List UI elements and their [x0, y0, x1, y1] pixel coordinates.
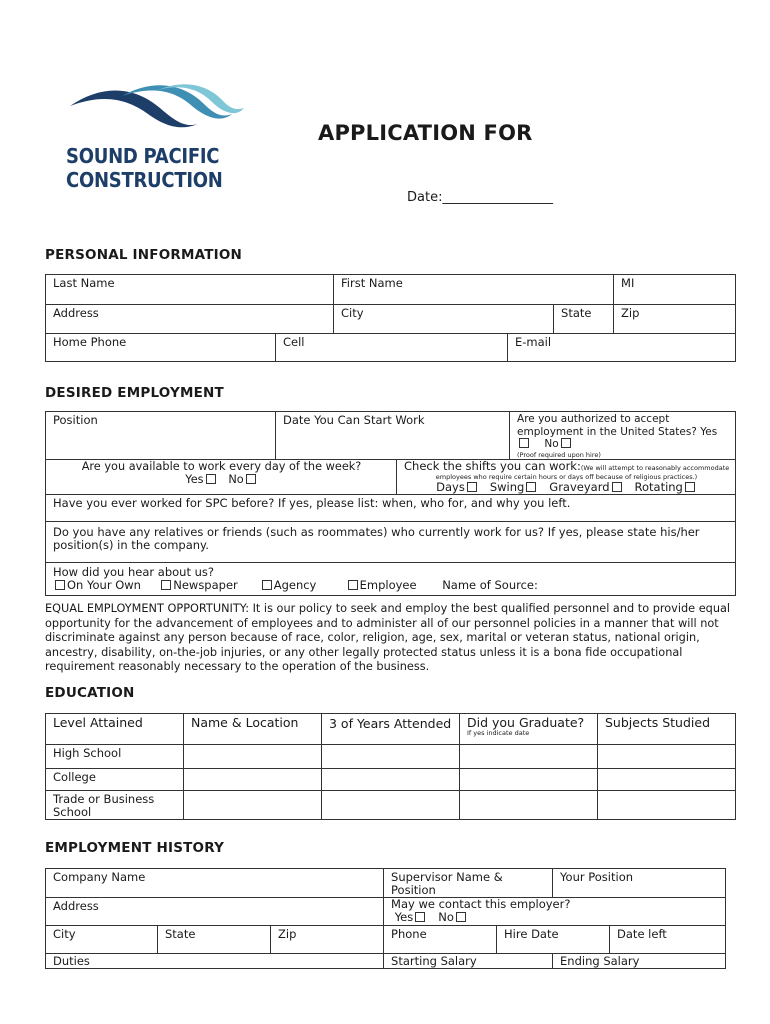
logo-wordmark [66, 144, 223, 192]
contact-employer-text: May we contact this employer? [391, 897, 571, 911]
date-left-field[interactable]: Date left [610, 926, 726, 954]
src-own-checkbox[interactable] [55, 580, 65, 590]
shift-days-label: Days [436, 479, 465, 494]
supervisor-field[interactable]: Supervisor Name & Position [384, 869, 553, 898]
starting-salary-field[interactable]: Starting Salary [384, 954, 553, 969]
shift-graveyard-label: Graveyard [549, 479, 610, 494]
hire-date-field[interactable]: Hire Date [497, 926, 610, 954]
src-employee-checkbox[interactable] [348, 580, 358, 590]
shifts-note-a: (We will attempt to reasonably accommodate [580, 463, 730, 472]
edu-cell[interactable] [598, 791, 736, 820]
email-field[interactable]: E-mail [508, 334, 736, 362]
personal-info-table [45, 274, 736, 362]
eeo-statement: EQUAL EMPLOYMENT OPPORTUNITY: It is our policy to seek and employ the best qualified personnel and to provide equal opportunity for the advancement of employees and to administer all of our personnel policies in a manner that will not discriminate against any person because of race, color, religion, age, sex, marital or veteran status, national origin, ancestry, disability, on-the-job injuries, or any other legally protected status unless it is a bona fide occupational requirement reasonably necessary to the operation of the business. [45, 602, 731, 674]
edu-cell[interactable] [598, 769, 736, 791]
contact-yes-label: Yes [394, 910, 414, 924]
wave-logo-icon [62, 80, 252, 150]
col-did-graduate [460, 714, 598, 745]
available-no-label: No [228, 472, 244, 486]
edu-cell[interactable] [184, 769, 322, 791]
home-phone-field[interactable]: Home Phone [46, 334, 276, 362]
src-agency-checkbox[interactable] [262, 580, 272, 590]
available-yes-checkbox[interactable] [206, 474, 216, 484]
history-state-field[interactable]: State [158, 926, 271, 954]
shift-swing-label: Swing [489, 479, 525, 494]
history-address-field[interactable]: Address [46, 898, 384, 926]
history-zip-field[interactable]: Zip [271, 926, 384, 954]
logo-line-1: SOUND PACIFIC [66, 144, 220, 168]
desired-employment-table [45, 411, 736, 596]
company-name-field[interactable]: Company Name [46, 869, 384, 898]
employment-history-table [45, 868, 726, 969]
position-field[interactable]: Position [46, 412, 276, 460]
edu-row-label: High School [46, 745, 184, 769]
edu-cell[interactable] [598, 745, 736, 769]
desired-employment-heading: DESIRED EMPLOYMENT [45, 385, 224, 401]
history-city-field[interactable]: City [46, 926, 158, 954]
edu-cell[interactable] [184, 745, 322, 769]
col-name-location: Name & Location [184, 714, 322, 745]
date-field[interactable]: Date:_________________ [407, 190, 553, 205]
available-question [46, 459, 397, 494]
shift-rotating-checkbox[interactable] [685, 482, 695, 492]
your-position-field[interactable]: Your Position [553, 869, 726, 898]
authorized-no-label: No [544, 438, 559, 450]
edu-cell[interactable] [460, 769, 598, 791]
edu-cell[interactable] [460, 791, 598, 820]
src-own-label: On Your Own [67, 577, 141, 592]
contact-employer-question [384, 898, 726, 926]
edu-cell[interactable] [322, 791, 460, 820]
education-heading: EDUCATION [45, 685, 135, 701]
last-name-field[interactable]: Last Name [46, 275, 334, 305]
authorized-question [510, 412, 736, 460]
shifts-note-b: employees who require certain hours or days off because of religious practices.) [435, 472, 698, 481]
edu-cell[interactable] [184, 791, 322, 820]
personal-info-heading: PERSONAL INFORMATION [45, 247, 243, 263]
shifts-question [397, 459, 736, 494]
relatives-field[interactable]: Do you have any relatives or friends (such as roommates) who currently work for us? If yes, please state his/her position(s) in the company. [46, 521, 736, 562]
table-row [46, 769, 736, 791]
shift-graveyard-checkbox[interactable] [612, 482, 622, 492]
proof-note: (Proof required upon hire) [517, 450, 601, 459]
contact-no-checkbox[interactable] [456, 912, 466, 922]
history-phone-field[interactable]: Phone [384, 926, 497, 954]
authorized-yes-checkbox[interactable] [519, 438, 529, 448]
duties-field[interactable]: Duties [46, 954, 384, 969]
shifts-question-text: Check the shifts you can work: [404, 459, 581, 473]
table-row [46, 791, 736, 820]
col-did-graduate-label: Did you Graduate? [467, 715, 585, 730]
cell-field[interactable]: Cell [276, 334, 508, 362]
src-employee-label: Employee [359, 577, 417, 592]
contact-yes-checkbox[interactable] [415, 912, 425, 922]
edu-row-label: Trade or Business School [46, 791, 184, 820]
src-newspaper-checkbox[interactable] [161, 580, 171, 590]
col-subjects-studied: Subjects Studied [598, 714, 736, 745]
worked-before-field[interactable]: Have you ever worked for SPC before? If yes, please list: when, who for, and why you left. [46, 494, 736, 521]
edu-cell[interactable] [460, 745, 598, 769]
start-date-field[interactable]: Date You Can Start Work [276, 412, 510, 460]
src-newspaper-label: Newspaper [173, 577, 238, 592]
available-no-checkbox[interactable] [246, 474, 256, 484]
shift-days-checkbox[interactable] [467, 482, 477, 492]
ending-salary-field[interactable]: Ending Salary [553, 954, 726, 969]
how-hear-label: How did you hear about us? [53, 564, 214, 579]
shift-rotating-label: Rotating [634, 479, 683, 494]
source-name-label: Name of Source: [442, 577, 538, 592]
page-title: APPLICATION FOR [318, 121, 533, 145]
first-name-field[interactable]: First Name [334, 275, 614, 305]
col-years-attended: 3 of Years Attended [322, 714, 460, 745]
city-field[interactable]: City [334, 305, 554, 334]
contact-no-label: No [438, 910, 454, 924]
logo-line-2: CONSTRUCTION [66, 168, 223, 192]
zip-field[interactable]: Zip [614, 305, 736, 334]
state-field[interactable]: State [554, 305, 614, 334]
available-question-text: Are you available to work every day of the week? [81, 459, 362, 473]
available-yes-label: Yes [185, 472, 204, 486]
mi-field[interactable]: MI [614, 275, 736, 305]
authorized-yes-label: Yes [700, 425, 718, 438]
how-hear-field [46, 562, 736, 595]
col-level-attained: Level Attained [46, 714, 184, 745]
authorized-question-text: Are you authorized to accept employment in the United States? [517, 413, 697, 438]
graduate-note: If yes indicate date [467, 729, 530, 737]
address-field[interactable]: Address [46, 305, 334, 334]
table-row [46, 745, 736, 769]
employment-history-heading: EMPLOYMENT HISTORY [45, 840, 225, 856]
authorized-no-checkbox[interactable] [561, 438, 571, 448]
shift-swing-checkbox[interactable] [526, 482, 536, 492]
education-table [45, 713, 736, 820]
src-agency-label: Agency [273, 577, 317, 592]
edu-cell[interactable] [322, 745, 460, 769]
edu-cell[interactable] [322, 769, 460, 791]
company-logo [62, 80, 252, 192]
edu-row-label: College [46, 769, 184, 791]
